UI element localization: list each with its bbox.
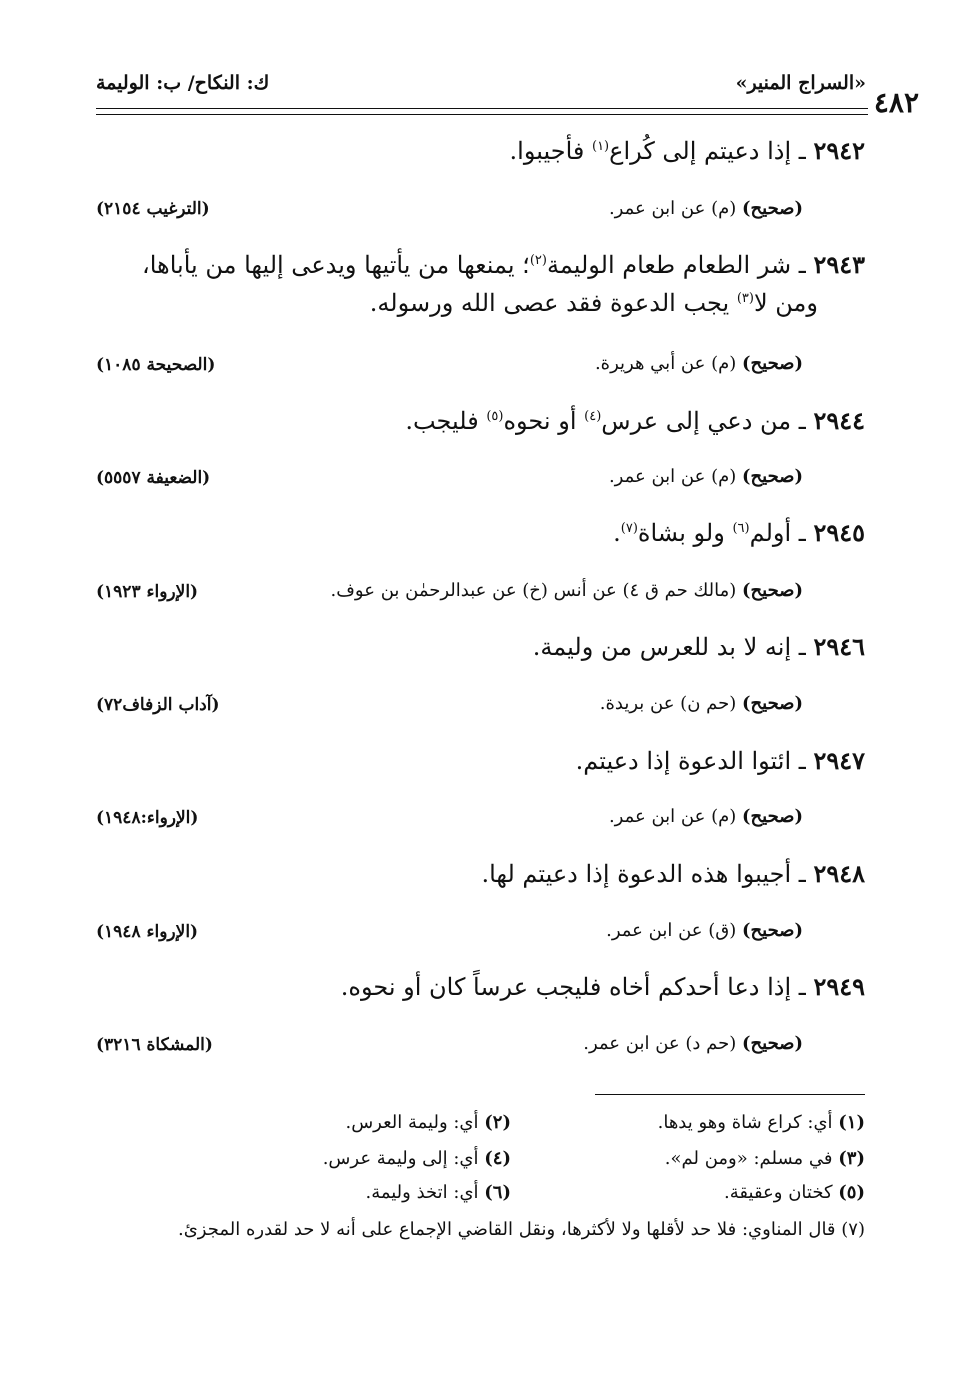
- footnote-key: (٤): [484, 1148, 511, 1169]
- footnote-text: قال المناوي: فلا حد لأقلها ولا لأكثرها، ونقل القاضي الإجماع على أنه لا حد لقدره المجزئ.: [177, 1219, 836, 1240]
- footnote-text: كختان وعقيقة.: [724, 1182, 833, 1203]
- hadith-source: (آداب الزفاف٧٢): [96, 695, 220, 715]
- hadith-number: ٢٩٤٤: [813, 406, 865, 435]
- hadith-narration: (م) عن ابن عمر.: [608, 466, 737, 487]
- hadith-phrase: شر الطعام طعام الوليمة: [546, 251, 792, 279]
- hadith-grade: (صحيح): [742, 466, 803, 487]
- hadith-text: ٢٩٤٦ ـ إنه لا بد للعرس من وليمة.: [532, 632, 865, 661]
- hadith-phrase: .: [613, 519, 621, 547]
- hadith-grade: (صحيح): [742, 198, 803, 219]
- hadith-phrase: ولو بشاة: [637, 519, 733, 547]
- hadith-phrase: فليجب.: [405, 407, 487, 435]
- chapter-title: ك: النكاح/ ب: الوليمة: [96, 72, 270, 94]
- hadith-text: ٢٩٤٩ ـ إذا دعا أحدكم أخاه فليجب عرساً كان أو نحوه.: [340, 972, 865, 1001]
- footnote: [323, 1148, 511, 1169]
- hadith-narration: (ق) عن ابن عمر.: [606, 920, 737, 941]
- footnote-ref: (٣): [736, 291, 754, 306]
- footnote-key: (٦): [484, 1182, 511, 1203]
- footnote-key: (٧): [841, 1219, 865, 1240]
- hadith-text-continued: [370, 284, 818, 323]
- hadith-text: ٢٩٤٤ ـ من دعي إلى عرس$^{(٤)}$ أو نحوه$^{(٥)}$ فليجب.: [405, 406, 865, 435]
- hadith-phrase: أو نحوه: [503, 407, 585, 435]
- hadith-citation: [595, 353, 803, 374]
- hadith-citation: [609, 466, 803, 487]
- hadith-phrase: من دعي إلى عرس: [601, 407, 792, 435]
- hadith-text: ٢٩٤٨ ـ أجيبوا هذه الدعوة إذا دعيتم لها.: [481, 859, 865, 888]
- footnote-key: (٥): [838, 1182, 865, 1203]
- footnote-key: (١): [838, 1112, 865, 1133]
- hadith-citation: [606, 920, 803, 941]
- hadith-source: (الضعيفة ٥٥٥٧): [96, 468, 211, 488]
- header-rule: [96, 108, 868, 109]
- hadith-phrase: فأجيبوا.: [509, 137, 592, 165]
- footnote-text: أي: كراع شاة وهو يدها.: [657, 1112, 833, 1133]
- hadith-phrase: إنه لا بد للعرس من وليمة.: [532, 633, 792, 661]
- footnote-text: في مسلم: «ومن لم».: [664, 1148, 833, 1169]
- running-header: [96, 72, 866, 104]
- hadith-source: (المشكاة ٣٢١٦): [96, 1035, 213, 1055]
- hadith-text: ٢٩٤٢ ـ إذا دعيتم إلى كُراع$^{(١)}$ فأجيبوا.: [509, 136, 865, 165]
- page-number: ٤٨٢: [873, 86, 919, 119]
- hadith-number: ٢٩٤٧: [813, 746, 865, 775]
- header-rule: [96, 114, 868, 115]
- footnote: [95, 1214, 865, 1245]
- hadith-source: (الصحيحة ١٠٨٥): [96, 355, 216, 375]
- hadith-source: (الترغيب ٢١٥٤): [96, 199, 210, 219]
- hadith-grade: (صحيح): [742, 920, 803, 941]
- footnote-ref: (٥): [486, 409, 504, 424]
- hadith-source: (الإرواء ١٩٢٣): [96, 582, 199, 602]
- hadith-narration: (م) عن ابن عمر.: [608, 198, 737, 219]
- hadith-citation: [600, 693, 803, 714]
- hadith-number: ٢٩٤٣: [813, 250, 865, 279]
- footnote-rule: [595, 1094, 865, 1095]
- footnote-ref: (٧): [620, 521, 638, 536]
- hadith-narration: (م) عن ابن عمر.: [608, 806, 737, 827]
- hadith-phrase: ومن لا: [753, 289, 818, 317]
- hadith-citation: [609, 806, 803, 827]
- hadith-number: ٢٩٤٩: [813, 972, 865, 1001]
- hadith-text: ٢٩٤٧ ـ ائتوا الدعوة إذا دعيتم.: [575, 746, 865, 775]
- hadith-phrase: أجيبوا هذه الدعوة إذا دعيتم لها.: [481, 860, 792, 888]
- hadith-text: ٢٩٤٥ ـ أولم$^{(٦)}$ ولو بشاة$^{(٧)}$.: [613, 518, 865, 547]
- hadith-number: ٢٩٤٨: [813, 859, 865, 888]
- hadith-grade: (صحيح): [742, 693, 803, 714]
- footnote-key: (٢): [484, 1112, 511, 1133]
- hadith-narration: (حم د) عن ابن عمر.: [583, 1033, 737, 1054]
- footnote-key: (٣): [838, 1148, 865, 1169]
- hadith-number: ٢٩٤٢: [813, 136, 865, 165]
- footnote: [658, 1112, 865, 1133]
- footnote-text: أي: إلى وليمة عرس.: [322, 1148, 479, 1169]
- footnote-ref: (١): [591, 139, 610, 154]
- footnote-text: أي: وليمة العرس.: [345, 1112, 479, 1133]
- footnote: [724, 1182, 865, 1203]
- hadith-narration: (حم ن) عن بريدة.: [599, 693, 737, 714]
- hadith-narration: (مالك حم ق ٤) عن أنس (خ) عن عبدالرحمٰن بن عوف.: [330, 580, 737, 601]
- hadith-phrase: ؛ يمنعها من يأتيها ويدعى إليها من يأباها،: [142, 251, 530, 279]
- hadith-citation: [331, 580, 803, 601]
- hadith-grade: (صحيح): [742, 580, 803, 601]
- hadith-phrase: إذا دعا أحدكم أخاه فليجب عرساً كان أو نحوه.: [340, 973, 792, 1001]
- hadith-source: (الإرواء ١٩٤٨): [96, 922, 199, 942]
- hadith-phrase: إذا دعيتم إلى كُراع: [609, 137, 792, 165]
- hadith-grade: (صحيح): [742, 806, 803, 827]
- footnote-ref: (٢): [529, 253, 547, 268]
- footnote: [365, 1182, 511, 1203]
- hadith-grade: (صحيح): [742, 1033, 803, 1054]
- hadith-narration: (م) عن أبي هريرة.: [594, 353, 737, 374]
- hadith-phrase: أولم: [749, 519, 792, 547]
- hadith-source: (الإرواء:١٩٤٨): [96, 808, 199, 828]
- hadith-number: ٢٩٤٥: [813, 518, 865, 547]
- hadith-citation: [609, 198, 803, 219]
- hadith-phrase: يجب الدعوة فقد عصى الله ورسوله.: [369, 289, 737, 317]
- hadith-grade: (صحيح): [742, 353, 803, 374]
- hadith-citation: [583, 1033, 803, 1054]
- hadith-number: ٢٩٤٦: [813, 632, 865, 661]
- footnote-ref: (٤): [584, 409, 602, 424]
- hadith-phrase: ائتوا الدعوة إذا دعيتم.: [575, 747, 792, 775]
- footnote: [345, 1112, 511, 1133]
- footnote-text: أي: اتخذ وليمة.: [365, 1182, 479, 1203]
- hadith-text: ٢٩٤٣ ـ شر الطعام طعام الوليمة$^{(٢)}$؛ يمنعها من يأتيها ويدعى إليها من يأباها،: [142, 250, 865, 279]
- book-title: «السراج المنير»: [735, 72, 866, 94]
- footnote: [665, 1148, 865, 1169]
- footnote-ref: (٦): [732, 521, 750, 536]
